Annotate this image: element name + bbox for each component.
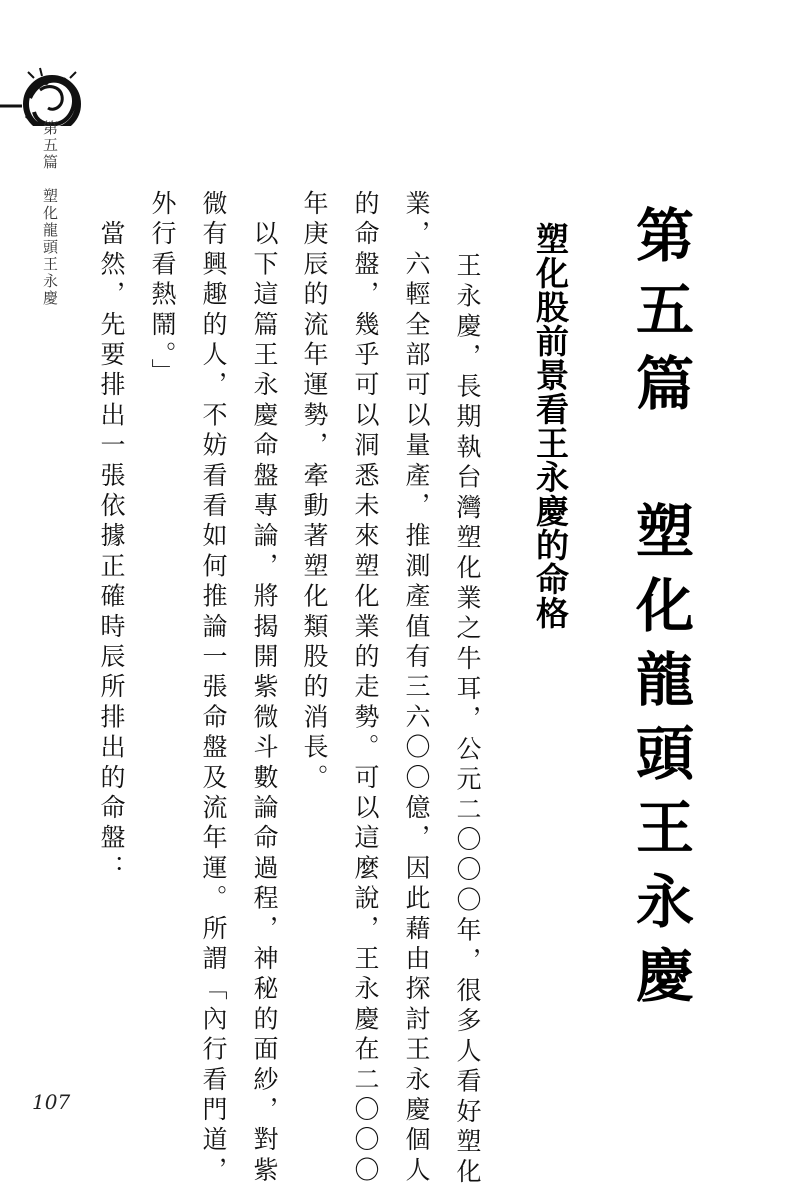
- body-line: 當然，先要排出一張依據正確時辰所排出的命盤：: [97, 190, 126, 885]
- running-head-chapter-title: 塑化龍頭王永慶: [41, 188, 59, 307]
- body-line: 業，六輕全部可以量產，推測產值有三六〇〇億，因此藉由探討王永慶個人: [402, 190, 431, 1187]
- body-line: 外行看熱鬧。」: [148, 190, 177, 389]
- body-line: 年庚辰的流年運勢，牽動著塑化類股的消長。: [300, 190, 329, 794]
- dragon-ornament-icon: [0, 36, 90, 126]
- body-line: 以下這篇王永慶命盤專論，將揭開紫微斗數論命過程，神秘的面紗，對紫: [250, 190, 279, 1187]
- body-line: 的命盤，幾乎可以洞悉未來塑化業的走勢。可以這麼說，王永慶在二〇〇〇: [351, 190, 380, 1187]
- chapter-title: 第五篇 塑化龍頭王永慶: [626, 205, 694, 1019]
- body-line: 微有興趣的人，不妨看看如何推論一張命盤及流年運。所謂「內行看門道，: [199, 190, 228, 1187]
- page-number: 107: [32, 1090, 71, 1114]
- section-title: 塑化股前景看王永慶的命格: [531, 222, 570, 630]
- running-head-part-number: 第五篇: [41, 120, 59, 171]
- body-line: 王永慶，長期執台灣塑化業之牛耳，公元二〇〇〇年，很多人看好塑化: [453, 222, 482, 1188]
